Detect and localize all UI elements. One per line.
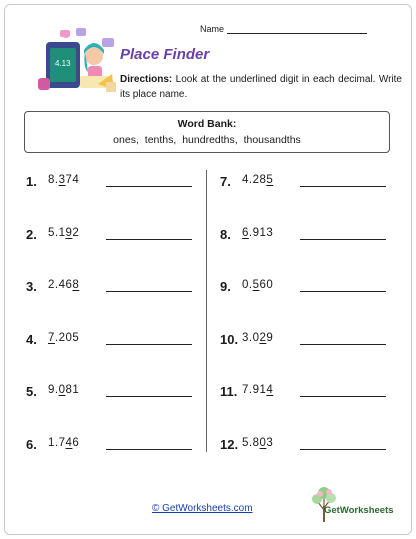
- problem-number: 12.: [220, 436, 239, 452]
- underlined-digit: 2: [259, 331, 267, 344]
- problem-item: [220, 437, 400, 455]
- answer-line[interactable]: [106, 239, 192, 240]
- logo-text: GetWorksheets: [324, 505, 394, 516]
- underlined-digit: 9: [65, 226, 73, 239]
- problem-decimal: [242, 227, 273, 239]
- underlined-digit: 3: [58, 174, 66, 186]
- problem-number: 1.: [26, 174, 37, 189]
- directions: [120, 72, 402, 102]
- underlined-digit: 0: [58, 384, 66, 396]
- answer-line[interactable]: [300, 239, 386, 240]
- problem-item: [220, 279, 400, 297]
- name-row: [200, 24, 367, 34]
- problem-decimal: [48, 174, 79, 186]
- problem-decimal: [242, 174, 273, 186]
- problem-decimal: [48, 332, 79, 344]
- decimal-part: .205: [54, 331, 80, 344]
- decimal-part: 9.: [48, 384, 59, 396]
- problem-item: [26, 384, 206, 402]
- decimal-part: 6: [72, 436, 80, 449]
- problem-decimal: [48, 437, 79, 449]
- directions-label: Directions:: [120, 74, 173, 85]
- problem-decimal: [242, 384, 273, 396]
- underlined-digit: 5: [252, 279, 260, 291]
- answer-line[interactable]: [106, 344, 192, 345]
- underlined-digit: 8: [72, 279, 80, 291]
- problem-number: 7.: [220, 174, 231, 189]
- problem-number: 10.: [220, 331, 239, 347]
- decimal-part: 81: [65, 384, 80, 396]
- problem-item: [26, 227, 206, 245]
- answer-line[interactable]: [300, 344, 386, 345]
- decimal-part: 3.0: [242, 331, 260, 344]
- problem-number: 8.: [220, 226, 231, 242]
- problem-decimal: [48, 384, 79, 396]
- name-label: Name: [200, 24, 225, 34]
- decimal-part: 60: [259, 279, 274, 291]
- underlined-digit: 6: [242, 226, 249, 239]
- problem-number: 5.: [26, 384, 37, 399]
- problem-decimal: [48, 279, 79, 291]
- name-field-line[interactable]: [227, 25, 367, 34]
- problem-item: [220, 227, 400, 245]
- problem-decimal: [242, 332, 273, 344]
- column-divider: [206, 170, 207, 452]
- word-bank-words: ones, tenths, hundredths, thousandths: [113, 134, 301, 146]
- problem-item: [220, 332, 400, 350]
- problem-number: 2.: [26, 226, 37, 242]
- decimal-part: 5.8: [242, 436, 260, 449]
- problem-item: [220, 384, 400, 402]
- problem-item: [26, 174, 206, 192]
- word-bank: [24, 111, 390, 153]
- underlined-digit: 5: [266, 174, 274, 186]
- decimal-part: 2: [72, 226, 80, 239]
- decimal-part: 9: [266, 331, 274, 344]
- underlined-digit: 0: [259, 436, 267, 449]
- problem-number: 4.: [26, 331, 37, 347]
- underlined-digit: 4: [266, 384, 274, 396]
- tree-logo-icon: [304, 484, 384, 524]
- problem-item: [26, 437, 206, 455]
- decimal-part: 7.91: [242, 384, 267, 396]
- decimal-part: 1.7: [48, 436, 66, 449]
- problem-number: 9.: [220, 279, 231, 294]
- decimal-part: 8.: [48, 174, 59, 186]
- underlined-digit: 4: [65, 436, 73, 449]
- problem-number: 3.: [26, 279, 37, 294]
- decimal-part: 3: [266, 436, 274, 449]
- student-tablet-illustration-icon: [36, 28, 120, 100]
- problem-decimal: [242, 279, 273, 291]
- problem-decimal: [242, 437, 273, 449]
- problem-number: 11.: [220, 384, 238, 399]
- answer-line[interactable]: [106, 186, 192, 187]
- problem-decimal: [48, 227, 79, 239]
- word-bank-title: Word Bank:: [177, 118, 237, 130]
- svg-text:4.13: 4.13: [55, 59, 71, 68]
- answer-line[interactable]: [106, 449, 192, 450]
- answer-line[interactable]: [106, 291, 192, 292]
- underlined-digit: 7: [48, 331, 55, 344]
- problem-item: [26, 279, 206, 297]
- answer-line[interactable]: [300, 291, 386, 292]
- decimal-part: 0.: [242, 279, 253, 291]
- decimal-part: 5.1: [48, 226, 66, 239]
- answer-line[interactable]: [300, 186, 386, 187]
- problem-item: [220, 174, 400, 192]
- problem-item: [26, 332, 206, 350]
- decimal-part: .913: [248, 226, 274, 239]
- footer-link[interactable]: © GetWorksheets.com: [152, 503, 253, 514]
- directions-text: Look at the underlined digit in each decimal. Write its place name.: [120, 74, 402, 100]
- page-title: Place Finder: [120, 46, 210, 63]
- answer-line[interactable]: [106, 396, 192, 397]
- answer-line[interactable]: [300, 396, 386, 397]
- decimal-part: 2.46: [48, 279, 73, 291]
- decimal-part: 4.28: [242, 174, 267, 186]
- problem-number: 6.: [26, 436, 37, 452]
- answer-line[interactable]: [300, 449, 386, 450]
- decimal-part: 74: [65, 174, 80, 186]
